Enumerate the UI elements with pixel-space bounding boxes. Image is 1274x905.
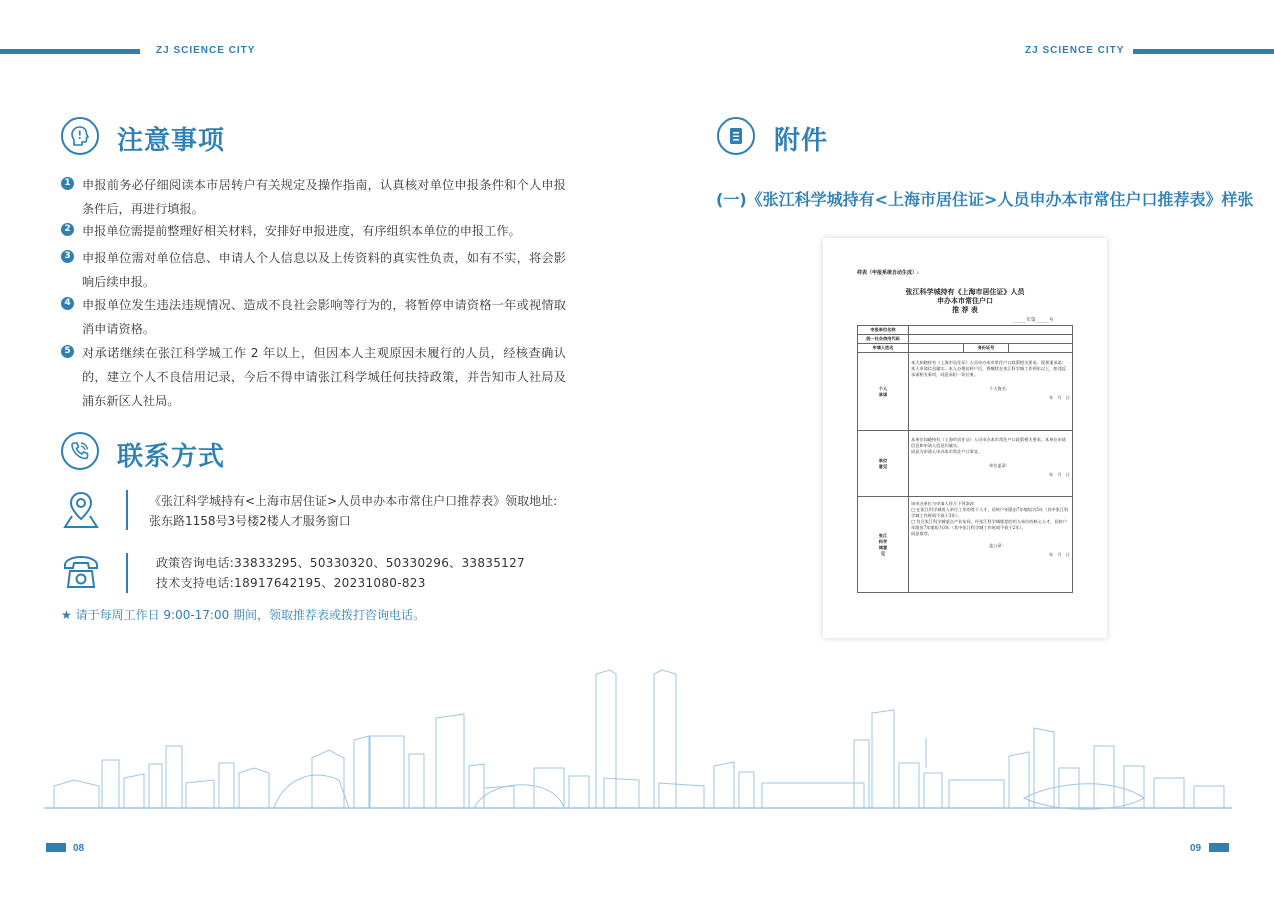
footer-bar-left — [46, 843, 66, 852]
form-cell-code-label: 统一社会信用代码 — [858, 335, 909, 344]
notice-item-3 — [61, 246, 566, 294]
form-cell-empty — [909, 335, 1073, 344]
notice-item-text: 申报单位需对单位信息、申请人个人信息以及上传资料的真实性负责，如有不实，将会影响后续申报。 — [82, 251, 566, 289]
footer-bar-right — [1209, 843, 1229, 852]
policy-phone: 政策咨询电话:33833295、50330320、50330296、33835127 — [156, 556, 525, 570]
notice-item-number: 3 — [61, 250, 74, 263]
notice-item-text: 申报单位需提前整理好相关材料，安排好申报进度，有序组织本单位的申报工作。 — [82, 224, 521, 238]
unit-seal-label: 单位盖章： — [989, 463, 1010, 468]
notice-item-number: 1 — [61, 177, 74, 190]
notice-icon — [61, 117, 99, 155]
address-divider — [126, 490, 128, 530]
location-icon — [62, 490, 100, 534]
zj-seal-label: 盖公章： — [989, 543, 1006, 548]
notice-item-number: 5 — [61, 345, 74, 358]
page-number-right: 09 — [1190, 843, 1202, 854]
sample-title-line1: 张江科学城持有《上海市居住证》人员 — [905, 287, 1025, 296]
sample-form-page — [823, 238, 1107, 638]
form-cell-unit-opinion-label: 单位意见 — [858, 431, 909, 497]
notice-item-text: 申报单位发生违法违规情况、造成不良社会影响等行为的，将暂停申请资格一年或视情取消申请资格。 — [82, 298, 566, 336]
notice-item-number: 2 — [61, 223, 74, 236]
personal-date: 年 月 日 — [1049, 395, 1070, 400]
form-cell-empty — [909, 344, 964, 353]
contact-title: 联系方式 — [117, 442, 226, 472]
header-bar-left — [0, 49, 140, 54]
notice-item-2 — [61, 219, 566, 243]
form-cell-zj-label: 张江科学城意见 — [858, 497, 909, 593]
unit-date: 年 月 日 — [1049, 472, 1070, 477]
tech-phone: 技术支持电话:18917642195、20231080-823 — [156, 576, 426, 590]
personal-sign-label: 个人签名： — [989, 386, 1010, 391]
notice-item-text: 申报前务必仔细阅读本市居转户有关规定及操作指南，认真核对单位申报条件和个人申报条件后，再进行填报。 — [82, 178, 566, 216]
zj-opinion-text: 该申办单位与申请人符合下列条款： □ 在张江科学城用人单位工作的骨干人才，居转户年限由7年缩短为5年（其中张江科学城工作时间不低于3年）。 □ 符合张江科学城重点产业布局，经张江科学城推荐的用人单位的核心人才，居转户年限由7年缩短为3年（其中张江科学城工作时间不低于2年）。 同意推荐。 — [911, 501, 1069, 536]
phone-call-icon — [61, 432, 99, 470]
sample-form-table — [857, 325, 1073, 593]
address-label: 《张江科学城持有<上海市居住证>人员申办本市常住户口推荐表》领取地址: — [149, 494, 558, 508]
unit-opinion-text: 本单位知晓持有《上海市居住证》人员申办本市常住户口政策相关要求。本单位申请信息和申请人信息均属实。 同意为申请人申办本市常住户口事宜。 — [911, 437, 1066, 454]
sample-note: 样表（申报系统自动生成）: — [857, 270, 919, 276]
form-cell-personal — [909, 353, 1073, 431]
form-cell-unit-label: 申报单位名称 — [858, 326, 909, 335]
attachment-title: 附件 — [774, 126, 829, 156]
page-number-left: 08 — [73, 843, 85, 854]
sample-year-no: ______年第______号 — [1013, 318, 1054, 323]
address-text: 张东路1158号3号楼2楼人才服务窗口 — [149, 514, 351, 528]
notice-item-1 — [61, 173, 566, 221]
notice-item-4 — [61, 293, 566, 341]
form-cell-empty — [1009, 344, 1073, 353]
form-cell-name-label: 申请人姓名 — [858, 344, 909, 353]
header-brand-right: ZJ SCIENCE CITY — [1025, 45, 1125, 56]
contact-note: ★ 请于每周工作日 9:00-17:00 期间，领取推荐表或拨打咨询电话。 — [61, 608, 426, 622]
form-cell-personal-label: 个人承诺 — [858, 353, 909, 431]
form-cell-empty — [909, 326, 1073, 335]
header-brand-left: ZJ SCIENCE CITY — [156, 45, 256, 56]
personal-commitment-text: 本人知晓持有《上海市居住证》人员申办本市常住户口政策相关要求。现郑重承诺： 本人申请信息属实。本人办理居转户后，将继续在张江科学城工作两年以上，如违反承诺相关事项，同意承担一切后果。 — [911, 360, 1066, 377]
zj-date: 年 月 日 — [1049, 552, 1070, 557]
sample-title-line2: 申办本市常住户口 — [937, 296, 993, 305]
notice-item-text: 对承诺继续在张江科学城工作 2 年以上，但因本人主观原因未履行的人员，经核查确认的，建立个人不良信用记录，今后不得申请张江科学城任何扶持政策，并告知市人社局及浦东新区人社局。 — [82, 346, 566, 408]
form-cell-id-label: 身份证号 — [964, 344, 1009, 353]
notice-item-5 — [61, 341, 566, 413]
form-cell-zj-opinion — [909, 497, 1073, 593]
form-cell-unit-opinion — [909, 431, 1073, 497]
attachment-subtitle: (一)《张江科学城持有<上海市居住证>人员申办本市常住户口推荐表》样张 — [716, 190, 1254, 209]
telephone-icon — [61, 553, 101, 595]
header-bar-right — [1133, 49, 1274, 54]
notice-title: 注意事项 — [117, 126, 226, 156]
sample-title-line3: 推 荐 表 — [952, 305, 978, 314]
phone-divider — [126, 553, 128, 593]
city-skyline-illustration — [44, 668, 1232, 813]
document-icon — [717, 117, 755, 155]
notice-item-number: 4 — [61, 297, 74, 310]
